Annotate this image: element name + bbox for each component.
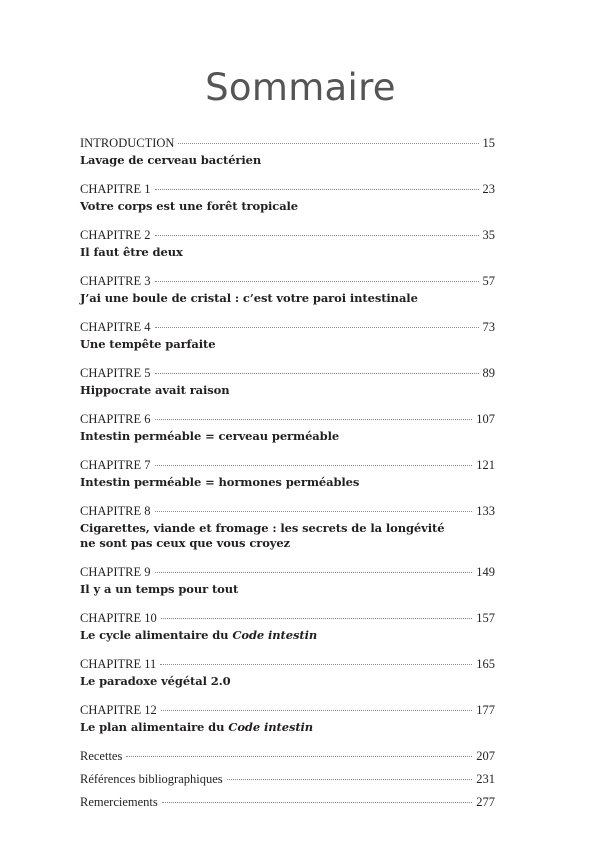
toc-page-number: 207 bbox=[476, 749, 495, 763]
toc-line bbox=[80, 565, 495, 580]
dot-leader bbox=[178, 142, 478, 144]
dot-leader bbox=[155, 418, 473, 420]
dot-leader bbox=[162, 801, 473, 803]
toc-label: CHAPITRE 5 bbox=[80, 366, 151, 380]
toc-page-number: 177 bbox=[476, 703, 495, 717]
toc-subtitle bbox=[80, 628, 495, 643]
toc-subtitle: Une tempête parfaite bbox=[80, 337, 216, 351]
toc-label: CHAPITRE 4 bbox=[80, 320, 151, 334]
dot-leader bbox=[155, 372, 479, 374]
toc-page-number: 35 bbox=[482, 228, 495, 242]
dot-leader bbox=[155, 571, 473, 573]
toc-subtitle-text: Le cycle alimentaire du bbox=[80, 628, 233, 642]
toc-line bbox=[80, 772, 495, 787]
toc-entry-chapitre-9[interactable] bbox=[80, 565, 495, 597]
toc-line bbox=[80, 458, 495, 473]
toc-line bbox=[80, 703, 495, 718]
toc-label: INTRODUCTION bbox=[80, 136, 175, 150]
toc-line bbox=[80, 795, 495, 810]
toc-label: CHAPITRE 6 bbox=[80, 412, 151, 426]
toc-line bbox=[80, 228, 495, 243]
dot-leader bbox=[155, 326, 479, 328]
toc-subtitle: Votre corps est une forêt tropicale bbox=[80, 199, 299, 213]
toc-label: Références bibliographiques bbox=[80, 772, 223, 786]
toc-label: CHAPITRE 9 bbox=[80, 565, 151, 579]
toc-line bbox=[80, 611, 495, 626]
dot-leader bbox=[227, 778, 473, 780]
toc-line bbox=[80, 657, 495, 672]
toc-label: CHAPITRE 11 bbox=[80, 657, 157, 671]
toc-entry-references[interactable] bbox=[80, 772, 495, 787]
dot-leader bbox=[161, 709, 473, 711]
toc-subtitle: Il y a un temps pour tout bbox=[80, 582, 239, 596]
toc-subtitle: Il faut être deux bbox=[80, 245, 183, 259]
table-of-contents bbox=[80, 136, 495, 810]
toc-label: CHAPITRE 12 bbox=[80, 703, 157, 717]
toc-page-number: 133 bbox=[476, 504, 495, 518]
toc-page-number: 157 bbox=[476, 611, 495, 625]
toc-entry-chapitre-2[interactable] bbox=[80, 228, 495, 260]
toc-entry-chapitre-4[interactable] bbox=[80, 320, 495, 352]
toc-line bbox=[80, 749, 495, 764]
toc-subtitle-text: Le plan alimentaire du bbox=[80, 720, 229, 734]
toc-page-number: 277 bbox=[476, 795, 495, 809]
toc-subtitle: Intestin perméable = cerveau perméable bbox=[80, 429, 340, 443]
toc-page-number: 107 bbox=[476, 412, 495, 426]
toc-label: CHAPITRE 2 bbox=[80, 228, 151, 242]
toc-label: CHAPITRE 10 bbox=[80, 611, 157, 625]
toc-page-number: 165 bbox=[476, 657, 495, 671]
dot-leader bbox=[155, 188, 479, 190]
toc-entry-chapitre-1[interactable] bbox=[80, 182, 495, 214]
dot-leader bbox=[155, 234, 479, 236]
toc-subtitle-line: ne sont pas ceux que vous croyez bbox=[80, 536, 290, 550]
dot-leader bbox=[160, 663, 472, 665]
dot-leader bbox=[126, 755, 472, 757]
dot-leader bbox=[155, 280, 479, 282]
toc-entry-remerciements[interactable] bbox=[80, 795, 495, 810]
toc-label: CHAPITRE 7 bbox=[80, 458, 151, 472]
toc-label: CHAPITRE 1 bbox=[80, 182, 151, 196]
toc-subtitle: Le paradoxe végétal 2.0 bbox=[80, 674, 231, 688]
toc-page-number: 15 bbox=[482, 136, 495, 150]
toc-entry-chapitre-12[interactable] bbox=[80, 703, 495, 735]
toc-entry-introduction[interactable] bbox=[80, 136, 495, 168]
toc-label: Recettes bbox=[80, 749, 123, 763]
toc-entry-chapitre-8[interactable] bbox=[80, 504, 495, 551]
toc-entry-chapitre-10[interactable] bbox=[80, 611, 495, 643]
page-title: Sommaire bbox=[205, 66, 396, 109]
toc-subtitle-line: Cigarettes, viande et fromage : les secrets de la longévité bbox=[80, 521, 445, 535]
toc-page-number: 89 bbox=[482, 366, 495, 380]
toc-label: Remerciements bbox=[80, 795, 158, 809]
toc-page-number: 23 bbox=[482, 182, 495, 196]
toc-entry-chapitre-11[interactable] bbox=[80, 657, 495, 689]
toc-entry-chapitre-3[interactable] bbox=[80, 274, 495, 306]
toc-line bbox=[80, 274, 495, 289]
toc-subtitle: Intestin perméable = hormones perméables bbox=[80, 475, 360, 489]
toc-page-number: 73 bbox=[482, 320, 495, 334]
toc-subtitle-book-title: Code intestin bbox=[228, 720, 314, 734]
toc-page-number: 57 bbox=[482, 274, 495, 288]
toc-label: CHAPITRE 3 bbox=[80, 274, 151, 288]
toc-line bbox=[80, 136, 495, 151]
toc-page-number: 231 bbox=[476, 772, 495, 786]
toc-subtitle bbox=[80, 521, 495, 551]
dot-leader bbox=[155, 510, 473, 512]
toc-line bbox=[80, 366, 495, 381]
dot-leader bbox=[155, 464, 473, 466]
toc-entry-recettes[interactable] bbox=[80, 749, 495, 764]
toc-label: CHAPITRE 8 bbox=[80, 504, 151, 518]
toc-entry-chapitre-5[interactable] bbox=[80, 366, 495, 398]
toc-subtitle: Hippocrate avait raison bbox=[80, 383, 230, 397]
toc-line bbox=[80, 412, 495, 427]
toc-subtitle bbox=[80, 720, 495, 735]
toc-line bbox=[80, 182, 495, 197]
toc-entry-chapitre-7[interactable] bbox=[80, 458, 495, 490]
toc-line bbox=[80, 504, 495, 519]
toc-line bbox=[80, 320, 495, 335]
dot-leader bbox=[161, 617, 473, 619]
toc-subtitle: Lavage de cerveau bactérien bbox=[80, 153, 262, 167]
toc-page-number: 121 bbox=[476, 458, 495, 472]
toc-subtitle: J’ai une boule de cristal : c’est votre paroi intestinale bbox=[80, 291, 418, 305]
toc-entry-chapitre-6[interactable] bbox=[80, 412, 495, 444]
toc-page-number: 149 bbox=[476, 565, 495, 579]
toc-subtitle-book-title: Code intestin bbox=[232, 628, 318, 642]
